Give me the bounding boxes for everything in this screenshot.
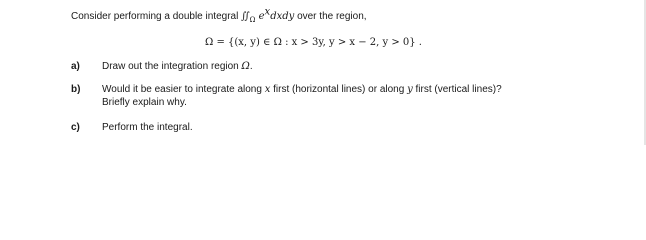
part-a-region-symbol: Ω: [241, 61, 250, 72]
integrand-exponent: x: [264, 6, 271, 18]
integral-symbol: ∬: [241, 11, 250, 22]
part-b-label: b): [71, 84, 81, 95]
part-b-var-x: x: [264, 84, 271, 95]
intro-prefix: Consider performing a double integral: [71, 11, 239, 22]
part-c-text: Perform the integral.: [102, 122, 193, 133]
part-b-post: first (vertical lines)?: [415, 84, 502, 95]
part-c-label: c): [71, 122, 80, 133]
intro-suffix: over the region,: [297, 11, 367, 22]
part-b-line2: Briefly explain why.: [102, 97, 187, 108]
part-a-period: .: [249, 61, 253, 72]
part-b-pre: Would it be easier to integrate along: [102, 84, 262, 95]
integral-region: Ω: [249, 16, 256, 24]
part-a-label: a): [71, 61, 80, 72]
part-a-text: [102, 61, 253, 73]
region-set-definition: Ω = {(x, y) ∈ Ω : x > 3y, y > x − 2, y > 0} .: [205, 37, 422, 48]
part-b-var-y: y: [407, 84, 413, 95]
part-a-body: Draw out the integration region: [102, 61, 239, 72]
part-b-line1: [102, 84, 502, 96]
integral-differentials: dxdy: [270, 11, 295, 22]
part-b-mid: first (horizontal lines) or along: [273, 84, 405, 95]
integral-expression: [241, 6, 295, 24]
integrand-base: e: [258, 11, 265, 22]
problem-intro: [71, 6, 367, 24]
